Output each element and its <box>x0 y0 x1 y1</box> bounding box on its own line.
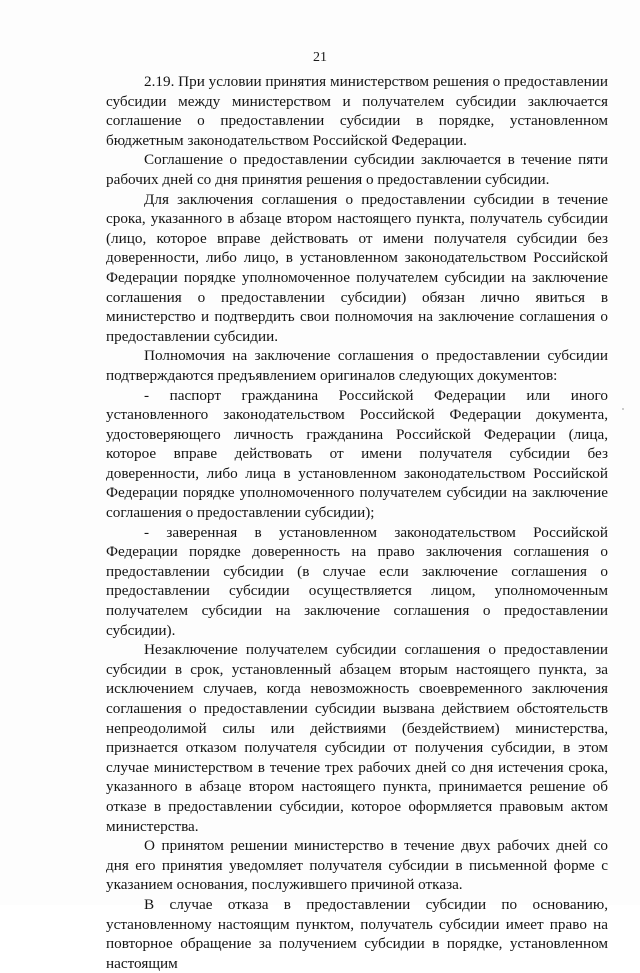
paragraph-non-conclusion: Незаключение получателем субсидии соглашения о предоставлении субсидии в срок, установленный абзацем вторым настоящего пункта, за исключением случаев, когда невозможность своевременного заключения соглашения о предоставлении субсидии вызвана действием обстоятельств непреодолимой силы или действиями (бездействием) министерства, признается отказом получателя субсидии от получения субсидии, в этом случае министерством в течение трех рабочих дней со дня истечения срока, указанного в абзаце втором настоящего пункта, принимается решение об отказе в предоставлении субсидии, которое оформляется правовым актом министерства. <box>106 641 608 835</box>
list-item-passport: - паспорт гражданина Российской Федерации или иного установленного законодательством Российской Федерации документа, удостоверяющего личность гражданина Российской Федерации (лица, которое вправе действовать от имени получателя субсидии без доверенности, либо лица в установленном законодательством Российской Федерации порядке уполномоченного получателем субсидии на заключение соглашения о предоставлении субсидии); <box>106 386 608 522</box>
page-number: 21 <box>313 50 327 65</box>
paragraph-authority-documents: Полномочия на заключение соглашения о предоставлении субсидии подтверждаются предъявлением оригиналов следующих документов: <box>106 347 608 384</box>
paragraph-notification: О принятом решении министерство в течение двух рабочих дней со дня его принятия уведомляет получателя субсидии в письменной форме с указанием основания, послужившего причиной отказа. <box>106 837 608 894</box>
scan-speck <box>622 408 624 410</box>
body-text <box>106 72 608 973</box>
paragraph-agreement-term: Соглашение о предоставлении субсидии заключается в течение пяти рабочих дней со дня принятия решения о предоставлении субсидии. <box>106 151 608 188</box>
list-item-power-of-attorney: - заверенная в установленном законодательством Российской Федерации порядке доверенность на право заключения соглашения о предоставлении субсидии (в случае если заключение соглашения о предоставлении субсидии осуществляется лицом, уполномоченным получателем субсидии на заключение соглашения о предоставлении субсидии). <box>106 523 608 639</box>
paragraph-appearance-requirement: Для заключения соглашения о предоставлении субсидии в течение срока, указанного в абзаце втором настоящего пункта, получатель субсидии (лицо, которое вправе действовать от имени получателя субсидии без доверенности, либо лицо, в установленном законодательством Российской Федерации порядке уполномоченное получателем субсидии на заключение соглашения о предоставлении субсидии) обязан лично явиться в министерство и подтвердить свои полномочия на заключение соглашения о предоставлении субсидии. <box>106 190 608 345</box>
paragraph-2-19: 2.19. При условии принятия министерством решения о предоставлении субсидии между министерством и получателем субсидии заключается соглашение о предоставлении субсидии в порядке, установленном бюджетным законодательством Российской Федерации. <box>106 73 608 149</box>
paragraph-repeat-application: В случае отказа в предоставлении субсидии по основанию, установленному настоящим пунктом, получатель субсидии имеет право на повторное обращение за получением субсидии в порядке, установленном настоящим <box>106 895 608 972</box>
